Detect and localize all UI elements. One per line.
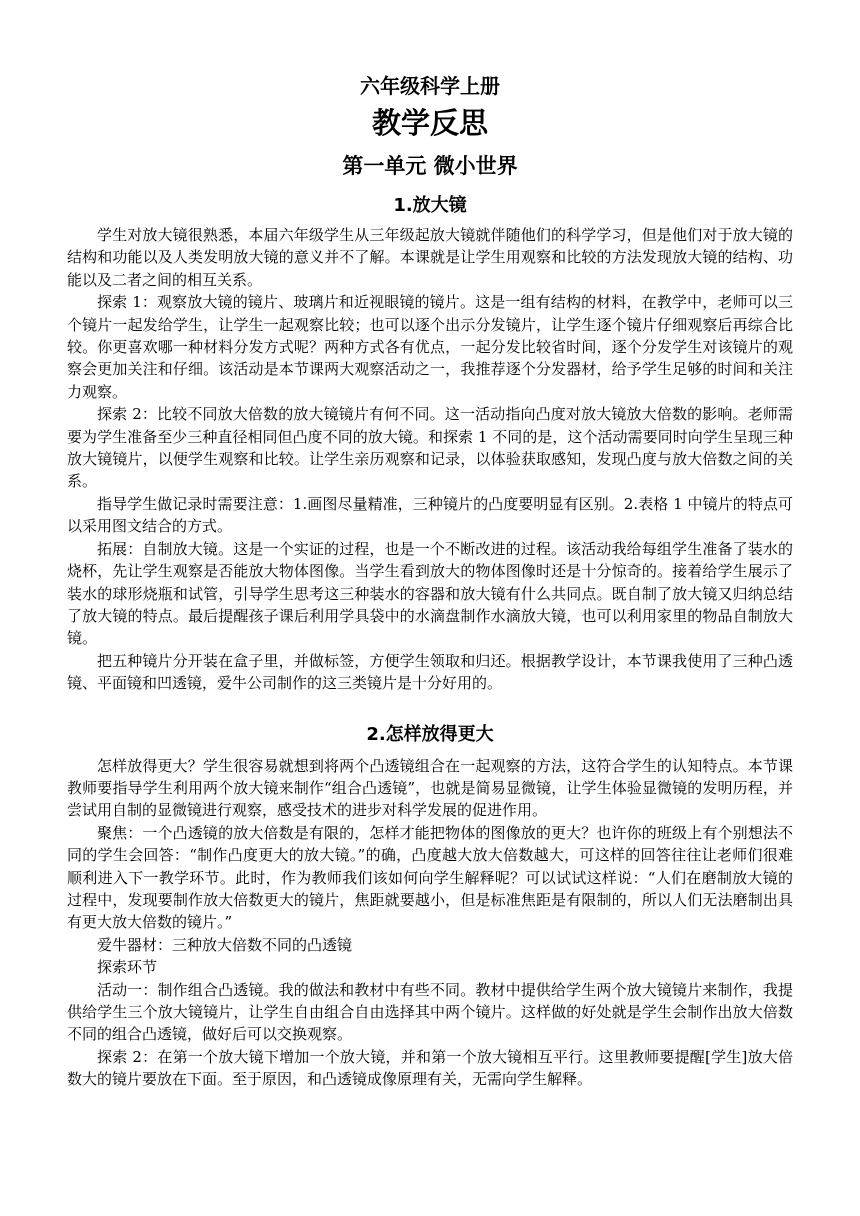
lesson-1-paragraph-5: 拓展：自制放大镜。这是一个实证的过程，也是一个不断改进的过程。该活动我给每组学生准备了装水的烧杯，先让学生观察是否能放大物体图像。当学生看到放大的物体图像时还是十分惊奇的。接着给学生展示了装水的球形烧瓶和试管，引导学生思考这三种装水的容器和放大镜有什么共同点。既自制了放大镜又归纳总结了放大镜的特点。最后提醒孩子课后利用学具袋中的水滴盘制作水滴放大镜，也可以利用家里的物品自制放大镜。: [67, 539, 793, 648]
page-title: 教学反思: [371, 106, 488, 140]
lesson-2-paragraph-6: 探索 2：在第一个放大镜下增加一个放大镜，并和第一个放大镜相互平行。这里教师要提醒[学生]放大倍数大的镜片要放在下面。至于原因，和凸透镜成像原理有关，无需向学生解释。: [67, 1047, 793, 1089]
lesson-2-paragraph-2: 聚焦：一个凸透镜的放大倍数是有限的，怎样才能把物体的图像放的更大？也许你的班级上有个别想法不同的学生会回答：“制作凸度更大的放大镜。”的确，凸度越大放大倍数越大，可这样的回答往往让老师们很难顺利进入下一教学环节。此时，作为教师我们该如何向学生解释呢？可以试试这样说：“人们在磨制放大镜的过程中，发现要制作放大倍数更大的镜片，焦距就要越小，但是标准焦距是有限制的，所以人们无法磨制出具有更大放大倍数的镜片。”: [67, 823, 793, 932]
lesson-2-paragraph-5: 活动一：制作组合凸透镜。我的做法和教材中有些不同。教材中提供给学生两个放大镜镜片来制作，我提供给学生三个放大镜镜片，让学生自由组合自由选择其中两个镜片。这样做的好处就是学生会制作出放大倍数不同的组合凸透镜，做好后可以交换观察。: [67, 980, 793, 1044]
lesson-2-paragraph-1: 怎样放得更大？学生很容易就想到将两个凸透镜组合在一起观察的方法，这符合学生的认知特点。本节课教师要指导学生利用两个放大镜来制作“组合凸透镜”，也就是简易显微镜，让学生体验显微镜的发明历程，并尝试用自制的显微镜进行观察，感受技术的进步对科学发展的促进作用。: [67, 756, 793, 820]
lesson-1-paragraph-6: 把五种镜片分开装在盒子里，并做标签，方便学生领取和归还。根据教学设计，本节课我使用了三种凸透镜、平面镜和凹透镜，爱牛公司制作的这三类镜片是十分好用的。: [67, 651, 793, 693]
lesson-1-paragraph-3: 探索 2：比较不同放大倍数的放大镜镜片有何不同。这一活动指向凸度对放大镜放大倍数的影响。老师需要为学生准备至少三种直径相同但凸度不同的放大镜。和探索 1 不同的是，这个活动需要同时向学生呈现三种放大镜镜片，以便学生观察和比较。让学生亲历观察和记录，以体验获取感知，发现凸度与放大倍数之间的关系。: [67, 405, 793, 491]
document-page: [67, 72, 793, 1091]
lesson-1-paragraph-1: 学生对放大镜很熟悉，本届六年级学生从三年级起放大镜就伴随他们的科学学习，但是他们对于放大镜的结构和功能以及人类发明放大镜的意义并不了解。本课就是让学生用观察和比较的方法发现放大镜的结构、功能以及二者之间的相互关系。: [67, 226, 793, 289]
lesson-1-paragraph-2: 探索 1：观察放大镜的镜片、玻璃片和近视眼镜的镜片。这是一组有结构的材料，在教学中，老师可以三个镜片一起发给学生，让学生一起观察比较；也可以逐个出示分发镜片，让学生逐个镜片仔细观察后再综合比较。你更喜欢哪一种材料分发方式呢？两种方式各有优点，一起分发比较省时间，逐个分发学生对该镜片的观察会更加关注和仔细。该活动是本节课两大观察活动之一，我推荐逐个分发器材，给予学生足够的时间和关注力观察。: [67, 293, 793, 401]
grade-heading: 六年级科学上册: [360, 74, 500, 98]
lesson-1-title: 1.放大镜: [393, 195, 467, 216]
lesson-1-paragraph-4: 指导学生做记录时需要注意：1.画图尽量精准，三种镜片的凸度要明显有区别。2.表格 1 中镜片的特点可以采用图文结合的方式。: [67, 494, 793, 536]
lesson-2-paragraph-3: 爱牛器材：三种放大倍数不同的凸透镜: [97, 935, 353, 954]
lesson-2-paragraph-4: 探索环节: [97, 958, 158, 977]
lesson-2-title: 2.怎样放得更大: [366, 723, 494, 745]
unit-heading: 第一单元 微小世界: [342, 154, 518, 178]
